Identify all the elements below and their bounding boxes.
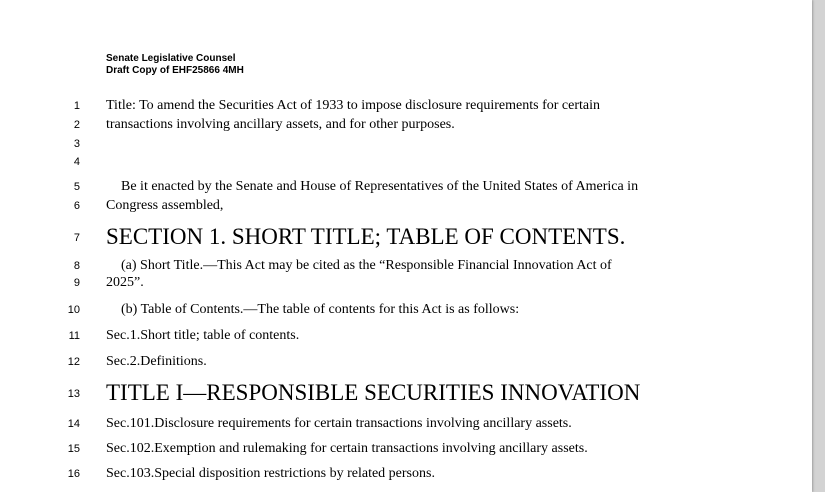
line-number: 4: [73, 156, 80, 168]
header-office: Senate Legislative Counsel: [106, 53, 236, 64]
toc-entry: Sec.102.Exemption and rulemaking for certain transactions involving ancillary assets.: [106, 441, 588, 456]
line-number: 16: [67, 468, 80, 480]
line-number: 5: [73, 181, 80, 193]
line-number: 1: [73, 100, 80, 112]
toc-entry: Sec.2.Definitions.: [106, 354, 207, 369]
line-number: 14: [67, 418, 80, 430]
line-number: 7: [73, 232, 80, 244]
line-text: Title: To amend the Securities Act of 1933 to impose disclosure requirements for certain: [106, 98, 600, 113]
toc-entry: Sec.101.Disclosure requirements for certain transactions involving ancillary assets.: [106, 416, 572, 431]
line-number: 3: [73, 138, 80, 150]
toc-entry: Sec.1.Short title; table of contents.: [106, 328, 300, 343]
line-number: 10: [67, 304, 80, 316]
document-header: [106, 53, 244, 77]
toc-entry: Sec.103.Special disposition restrictions by related persons.: [106, 466, 435, 481]
line-number: 12: [67, 356, 80, 368]
section-heading: SECTION 1. SHORT TITLE; TABLE OF CONTENTS.: [106, 224, 626, 249]
header-draft-id: Draft Copy of EHF25866 4MH: [106, 65, 244, 76]
title-heading: TITLE I—RESPONSIBLE SECURITIES INNOVATION: [106, 380, 641, 405]
line-text: transactions involving ancillary assets, and for other purposes.: [106, 117, 455, 132]
line-text: 2025”.: [106, 275, 144, 290]
line-number: 2: [73, 119, 80, 131]
line-text: (b) Table of Contents.—The table of contents for this Act is as follows:: [121, 302, 520, 317]
line-number: 9: [73, 277, 80, 289]
line-number: 15: [67, 443, 80, 455]
line-text: (a) Short Title.—This Act may be cited as the “Responsible Financial Innovation Act of: [121, 258, 612, 273]
line-text: Congress assembled,: [106, 198, 224, 213]
line-text: Be it enacted by the Senate and House of Representatives of the United States of America in: [121, 179, 639, 194]
line-number: 6: [73, 200, 80, 212]
line-number: 11: [68, 330, 80, 342]
line-number: 13: [67, 388, 80, 400]
line-number: 8: [73, 260, 80, 272]
